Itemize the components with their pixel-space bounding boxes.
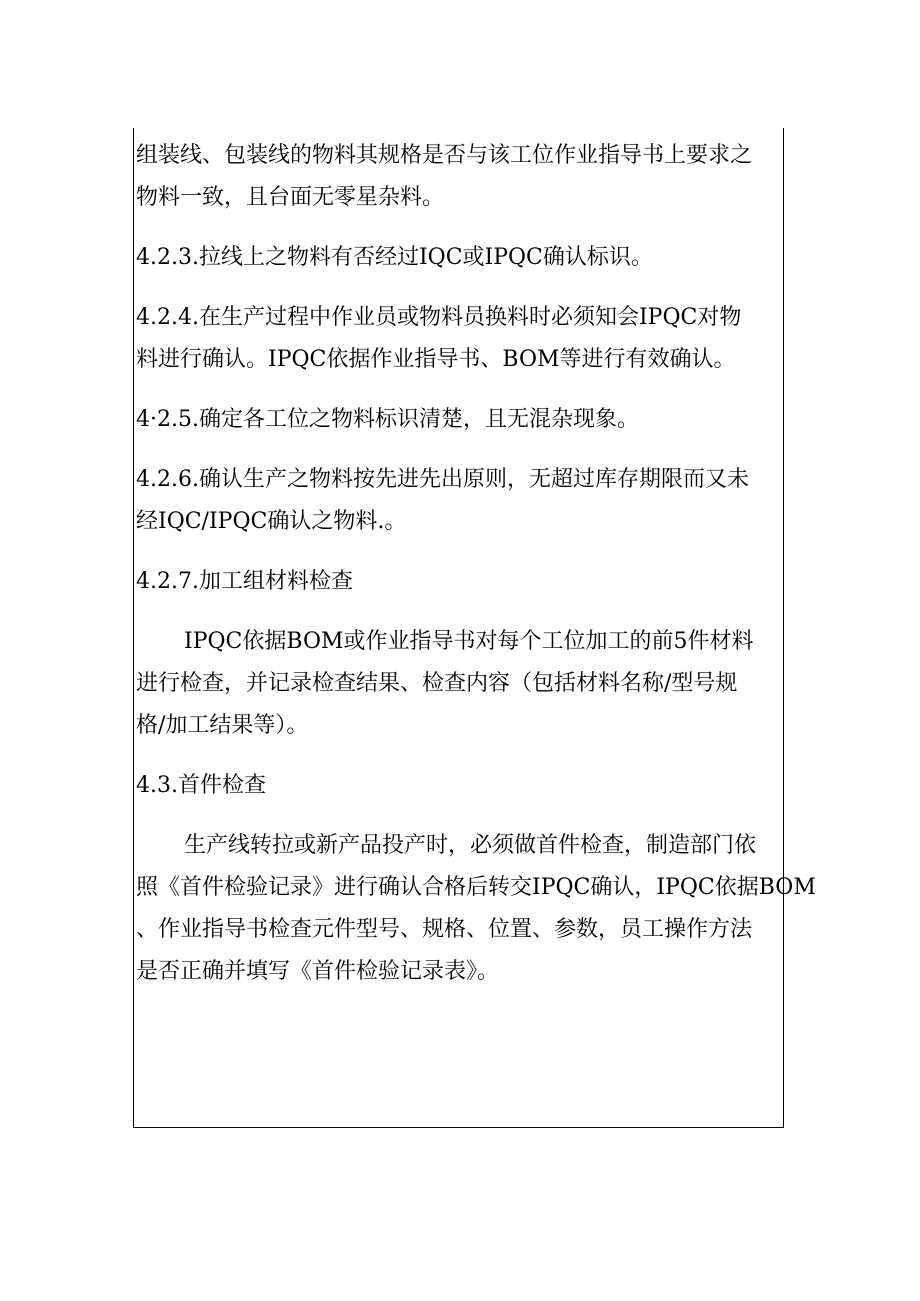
text-line: 料进行确认。IPQC依据作业指导书、BOM等进行有效确认。 [136, 347, 736, 372]
paragraph-4-2-4 [136, 297, 786, 381]
paragraph-4-2-3 [136, 237, 786, 279]
text-line: 4.2.4.在生产过程中作业员或物料员换料时必须知会IPQC对物 [136, 305, 742, 330]
heading-4-2-7 [136, 561, 786, 603]
text-line: 照《首件检验记录》进行确认合格后转交IPQC确认，IPQC依据BOM [136, 875, 816, 900]
text-line: 4.2.7.加工组材料检查 [136, 569, 353, 594]
paragraph-material-spec [136, 135, 786, 219]
heading-4-3 [136, 765, 786, 807]
paragraph-first-article [136, 825, 816, 993]
text-line: 4·2.5.确定各工位之物料标识清楚，且无混杂现象。 [136, 407, 639, 432]
text-line: 组装线、包装线的物料其规格是否与该工位作业指导书上要求之 [136, 143, 753, 168]
text-line: 4.3.首件检查 [136, 773, 266, 798]
text-line: 4.2.6.确认生产之物料按先进先出原则，无超过库存期限而又未 [136, 467, 749, 492]
text-line: 生产线转拉或新产品投产时，必须做首件检查，制造部门依 [184, 833, 757, 858]
paragraph-4-2-5 [136, 399, 786, 441]
text-line: 经IQC/IPQC确认之物料.。 [136, 509, 407, 534]
text-line: 格/加工结果等）。 [136, 713, 309, 738]
text-line: 是否正确并填写《首件检验记录表》。 [136, 959, 500, 984]
text-line: 、作业指导书检查元件型号、规格、位置、参数，员工操作方法 [136, 917, 753, 942]
document-body [136, 135, 816, 993]
paragraph-material-check [136, 621, 786, 747]
text-line: 4.2.3.拉线上之物料有否经过IQC或IPQC确认标识。 [136, 245, 653, 270]
paragraph-4-2-6 [136, 459, 786, 543]
text-line: 进行检查，并记录检查结果、检查内容（包括材料名称/型号规 [136, 671, 738, 696]
text-line: 物料一致，且台面无零星杂料。 [136, 185, 445, 210]
text-line: IPQC依据BOM或作业指导书对每个工位加工的前5件材料 [184, 629, 754, 654]
